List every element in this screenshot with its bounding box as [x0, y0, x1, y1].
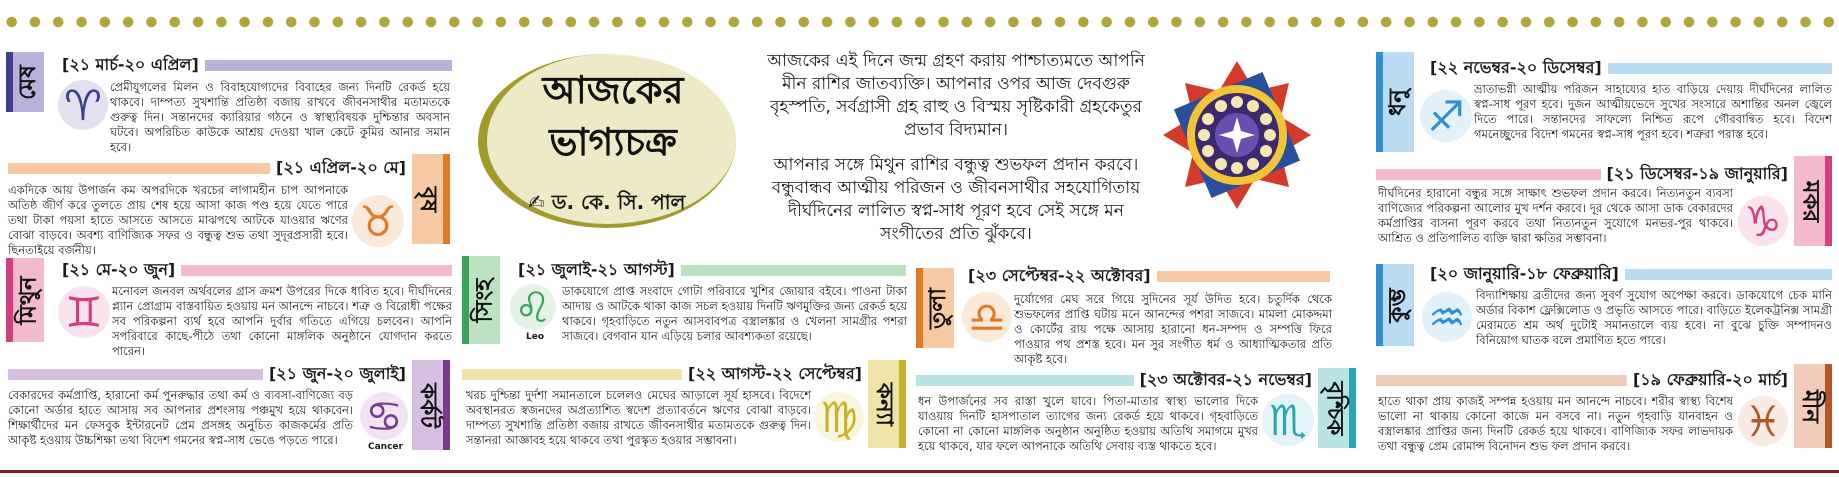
header-bar: [916, 375, 1134, 386]
date-header-kumbha: [1430, 264, 1832, 284]
sign-name: মীন: [1797, 389, 1823, 423]
page-title: আজকের ভাগ্যচক্র: [542, 68, 684, 164]
header-bar: [681, 265, 906, 276]
header-bar: [1376, 169, 1601, 180]
zodiac-wheel-image: [1162, 60, 1312, 210]
dotted-border-top: [0, 14, 1839, 30]
date-header-tula: [968, 266, 1330, 286]
crab-icon: ♋: [360, 392, 408, 440]
water-bearer-icon: ♒: [1422, 292, 1472, 342]
tab-mithun: [6, 258, 44, 342]
date-header-karkat: [8, 364, 406, 384]
date-header-dhanu: [1430, 58, 1832, 78]
date-header-meen: [1376, 370, 1788, 390]
horoscope-text-brishchik: ধন উপার্জনের সব রাস্তা খুলে যাবে। পিতা-মাতার স্বাস্থ্য ভালোর দিকে যাওয়ায় দিনটি হাসপাতাল ত্যাগের জন্য রেকর্ড হয়ে থাকবে। গৃহবাড়িতে কোনো না কোনো মাঙ্গলিক অনুষ্ঠান অনুষ্ঠিত হওয়ায় অতিথি সমাগমে মুখর হয়ে থাকবে, যার ফলে আপনাকে অতিথি সেবায় ব্যস্ত থাকতে হবে।: [918, 394, 1258, 453]
header-bar: [1625, 269, 1832, 280]
lion-icon: ♌: [510, 284, 556, 330]
date-header-brish: [8, 158, 406, 178]
date-header-singha: [518, 260, 906, 280]
archer-icon: ♐: [1420, 90, 1472, 142]
intro-paragraph-1: আজকের এই দিনে জন্ম গ্রহণ করায় পাশ্চাত্যমতে আপনি মীন রাশির জাতব্যক্তি। আপনার ওপর আজ দেবগুরু বৃহস্পতি, সর্বগ্রাসী গ্রহ রাহু ও বিস্ময় সৃষ্টিকারী গ্রহকেতুর প্রভাব বিদ্যমান।: [767, 51, 1145, 140]
author-name: ড. কে. সি. পাল: [551, 190, 686, 214]
horoscope-text-mesh: প্রেমীযুগলের মিলন ও বিবাহযোগ্যদের বিবাহের জন্য দিনটি রেকর্ড হয়ে থাকবে। দাম্পত্য সুখশান্তি প্রতিষ্ঠা বজায় রাখবে জীবনসাথীর মতামতকে গুরুত্ব দিন। সন্তানদের ক্যারিয়ার গঠনে ও স্বাস্থ্যবিষয়ক দুশ্চিন্তার অবসান ঘটবে। অপরিচিত কাউকে আশ্রয় দেওয়া খাল কেটে কুমির আনার সমান হবে।: [110, 80, 450, 154]
horoscope-text-kanya: খরচ দুশ্চিন্তা দুর্দশা সমানতালে চলেলও মেঘের আড়ালে সূর্য হাসবে। বিদেশে অবস্থানরত স্বজনদের অপ্রত্যাশিত স্বদেশ প্রত্যাবর্তনে ঋণের বোঝা বাড়বে। দাম্পত্য সুখশান্তি প্রতিষ্ঠা বজায় রাখতে জীবনসাথীর মতামতকে গুরুত্ব দিন। সন্তানরা আজ্ঞাবহ হয়ে থাকবে তথা পুরস্কৃত হওয়ার সম্ভাবনা।: [466, 388, 811, 447]
horoscope-text-singha: ডাকযোগে প্রাপ্ত সংবাদে গোটা পরিবারে খুশির জোয়ার বইবে। পাওনা টাকা আদায় ও আটকে থাকা কাজ সচল হওয়ায় দিনটি ঋণমুক্তির জন্য রেকর্ড হয়ে থাকবে। গৃহবাড়িতে নতুন আসবাবপত্র বস্ত্রালঙ্কার ও খেলনা সামগ্রীর পশরা সাজবে। বেগবান যান এড়িয়ে চলার আবশ্যকতা রয়েছে।: [562, 284, 907, 343]
icon-caption-leo: Leo: [526, 332, 545, 342]
date-range: [২১ মার্চ-২০ এপ্রিল]: [62, 54, 199, 74]
horoscope-text-karkat: বেকারদের কর্মপ্রাপ্তি, হারানো কর্ম পুনরুদ্ধার তথা কর্ম ও ব্যবসা-বাণিজ্যে বড় কোনো অর্ডার হাতে আসায় সব আপনার প্রশংসায় পঞ্চমুখ হয়ে থাকবেন। শিক্ষার্থীদের মন ফেসবুক ইন্টারনেট প্রেম প্রসঙ্গহ অনুচিত কাজকর্মের প্রতি আকৃষ্ট হওয়ায় উচ্চশিক্ষা তথা বিদেশ গমনের স্বপ্ন-সাধ ভেঙে পড়তে পারে।: [8, 388, 353, 447]
tab-makar: [1794, 156, 1832, 246]
date-range: [২২ আগস্ট-২২ সেপ্টেম্বর]: [688, 363, 862, 383]
sign-name: কুম্ভ: [1385, 287, 1411, 323]
date-range: [২১ জুন-২০ জুলাই]: [268, 363, 406, 383]
tab-mesh: [6, 52, 44, 112]
sign-name: কর্কট: [415, 382, 441, 428]
date-header-brishchik: [916, 370, 1312, 390]
header-bar: [8, 163, 270, 174]
virgo-icon: ♍: [814, 392, 864, 442]
horoscope-text-mithun: মনোবল জনবল অর্থবলের গ্রাস ক্রমশ উপরের দিকে ধাবিত হবে। দীর্ঘদিনের প্ল্যান প্রোগ্রাম বাস্তবায়িত হওয়ায় মন আনন্দে নাচবে। শত্রু ও বিরোধী পক্ষের সব পরিকল্পনা ব্যর্থ হবে আপনি দুর্বার গতিতে এগিয়ে চলবেন। আপনি সপরিবারে কাছে-পীঠে তথা কোনো মাঙ্গলিক অনুষ্ঠানে যোগদান করতে পারেন।: [112, 284, 452, 358]
date-header-mithun: [62, 260, 452, 280]
header-bar: [1608, 63, 1832, 74]
bottom-rule: [0, 470, 1839, 473]
date-header-makar: [1376, 164, 1788, 184]
sign-name: সিংহ: [471, 278, 498, 322]
horoscope-text-kumbha: বিদ্যাশিক্ষায় ব্রতীদের জন্য সুবর্ণ সুযোগ অপেক্ষা করবে। ডাকযোগে চেক মানি অর্ডার বিকাশ ফ্লেক্সিলোড ও প্রভৃতি আসতে পারে। বাড়িতে ইলেকট্রনিক্স সামগ্রী মেরামতে শ্রম অর্থ দুটোই সমানতালে ব্যয় হবে। না বুঝে চুক্তি সম্পাদনও বিনিয়োগ ঘাতক বলে প্রমাণিত হতে পারে।: [1476, 288, 1832, 347]
sign-name: ধনু: [1385, 88, 1411, 116]
sign-name: বৃশ্চিক: [1321, 381, 1347, 435]
bull-icon: ♉: [352, 195, 404, 247]
intro-block: [760, 50, 1152, 246]
header-bar: [1157, 271, 1330, 282]
icon-caption-cancer: Cancer: [368, 442, 403, 452]
ram-icon: ♈: [58, 80, 108, 130]
tab-brishchik: [1318, 368, 1356, 448]
sign-name: তুলা: [925, 287, 952, 329]
date-range: [২০ জানুয়ারি-১৮ ফেব্রুয়ারি]: [1430, 263, 1619, 283]
fish-icon: ♓: [1738, 396, 1788, 446]
date-range: [২২ নভেম্বর-২০ ডিসেম্বর]: [1430, 57, 1602, 77]
date-header-mesh: [62, 55, 452, 75]
horoscope-text-makar: দীর্ঘদিনের হারানো বন্ধুর সঙ্গে সাক্ষাৎ শুভফল প্রদান করবে। নিত্যনতুন ব্যবসা বাণিজ্যের পরিকল্পনা আলোর মুখ দর্শন করবে। দূর থেকে আসা ডাক বেকারদের কর্মপ্রাপ্তির বাসনা পূরণ করবে তথা নিত্যনতুন সুযোগে মনভর-পুর থাকবে। আশ্রিত ও প্রতিপালিত ব্যক্তি দ্বারা ক্ষতির সম্ভাবনা।: [1378, 186, 1733, 245]
goat-icon: ♑: [1738, 196, 1788, 246]
tab-kanya: [868, 360, 906, 448]
sign-name: মিথুন: [15, 276, 42, 324]
sign-name: মেষ: [15, 64, 42, 100]
date-range: [২১ মে-২০ জুন]: [62, 259, 176, 279]
tab-brish: [412, 154, 450, 244]
scales-icon: ♎: [962, 292, 1012, 342]
tab-singha: [462, 256, 500, 344]
date-range: [১৯ ফেব্রুয়ারি-২০ মার্চ]: [1632, 369, 1788, 389]
sign-name: মকর: [1797, 180, 1824, 222]
twins-icon: ♊: [58, 286, 110, 338]
header-bar: [8, 369, 263, 380]
tab-kumbha: [1376, 264, 1414, 346]
tab-dhanu: [1376, 52, 1414, 152]
horoscope-text-dhanu: ভ্রাতাভগ্নী আত্মীয় পরিজন সাহায্যের হাত বাড়িয়ে দেয়ায় দীর্ঘদিনের লালিত স্বপ্ন-সাধ পূরণ হবে। দুজন আত্মীয়ভেদে সুখের সংসারে অশান্তির অনল জ্বেলে দিতে পারে। সন্তানদের সাফল্যে নিশ্চিত রূপে গৌরবান্বিত হবে। বিদেশ গমনেচ্ছুদের বিদেশ গমনের স্বপ্ন-সাধ পূরণ হবে। শত্রুরা পরাস্ত হবে।: [1474, 82, 1832, 141]
pen-icon: ✍: [528, 190, 545, 214]
horoscope-text-meen: হাতে থাকা প্রায় কাজই সম্পন্ন হওয়ায় মন আনন্দে নাচবে। শরীর স্বাস্থ্য বিশেষ ভালো না থাকায় কোনো কাজে মন বসবে না। নতুন গৃহবাড়ি যানবাহন ও বস্ত্রালঙ্কার প্রাপ্তির জন্য দিনটি রেকর্ড হয়ে থাকবে। বাণিজ্যিক সফর লাভদায়ক তথা বন্ধুত্ব প্রেম রোমান্স বিনোদন শুভ ফল প্রদান করবে।: [1378, 394, 1733, 453]
date-range: [২১ ডিসেম্বর-১৯ জানুয়ারি]: [1606, 163, 1788, 183]
intro-paragraph-2: আপনার সঙ্গে মিথুন রাশির বন্ধুত্ব শুভফল প্রদান করবে। বন্ধুবান্ধব আত্মীয় পরিজন ও জীবনসাথীর সহযোগিতায় দীর্ঘদিনের লালিত স্বপ্ন-সাধ পূরণ হবে সেই সঙ্গে মন সংগীতের প্রতি ঝুঁকবে।: [771, 155, 1141, 244]
header-bar: [1376, 375, 1627, 386]
date-range: [২১ জুলাই-২১ আগস্ট]: [518, 259, 675, 279]
date-range: [২৩ সেপ্টেম্বর-২২ অক্টোবর]: [968, 265, 1151, 285]
sign-name: বৃষ: [414, 186, 441, 212]
tab-tula: [916, 268, 954, 348]
header-bar: [462, 369, 682, 380]
sign-name: কন্যা: [871, 382, 898, 426]
author-line: [528, 188, 685, 221]
title-badge: [478, 54, 736, 228]
horoscope-text-brish: একদিকে আয় উপার্জন কম অপরদিকে খরচের লাগামহীন চাপ আপনাকে অতিষ্ঠ জীর্ণ করে তুলতে প্রায় শেষ হয়ে আসা কাজ পণ্ড হয়ে যেতে পারে তথা টাকা পয়সা হাতে আসতে আসতে মাঝপথে আটকে যাওয়ার ঋণের বোঝা বাড়বে। অবশ্য বাণিজ্যিক সফর ও বন্ধুত্ব শুভ তথা সুদূরপ্রসারী হবে। ছিনতাইয়ে বর্জনীয়।: [8, 183, 348, 257]
horoscope-text-tula: দুর্যোগের মেঘ সরে গিয়ে সুদিনের সূর্য উদিত হবে। চতুর্দিক থেকে শুভফলের প্রাপ্তি ঘটায় মনে আনন্দের পশরা সাজবে। মামলা মোকদ্দমা ও কোর্টের রায় পক্ষে আসায় হারানো ধন-সম্পদ ও সম্পত্তি ফিরে পাওয়ার পথ প্রশস্ত হবে। মন সুর সংগীত ধর্ম ও আধ্যাত্মিকতার প্রতি আকৃষ্ট হবে।: [1014, 292, 1332, 366]
tab-meen: [1794, 364, 1832, 448]
tab-karkat: [412, 360, 450, 450]
date-header-kanya: [462, 364, 862, 384]
scorpion-icon: ♏: [1262, 394, 1314, 446]
date-range: [২১ এপ্রিল-২০ মে]: [276, 157, 406, 177]
date-range: [২৩ অক্টোবর-২১ নভেম্বর]: [1139, 369, 1312, 389]
header-bar: [181, 265, 452, 276]
header-bar: [205, 60, 452, 71]
